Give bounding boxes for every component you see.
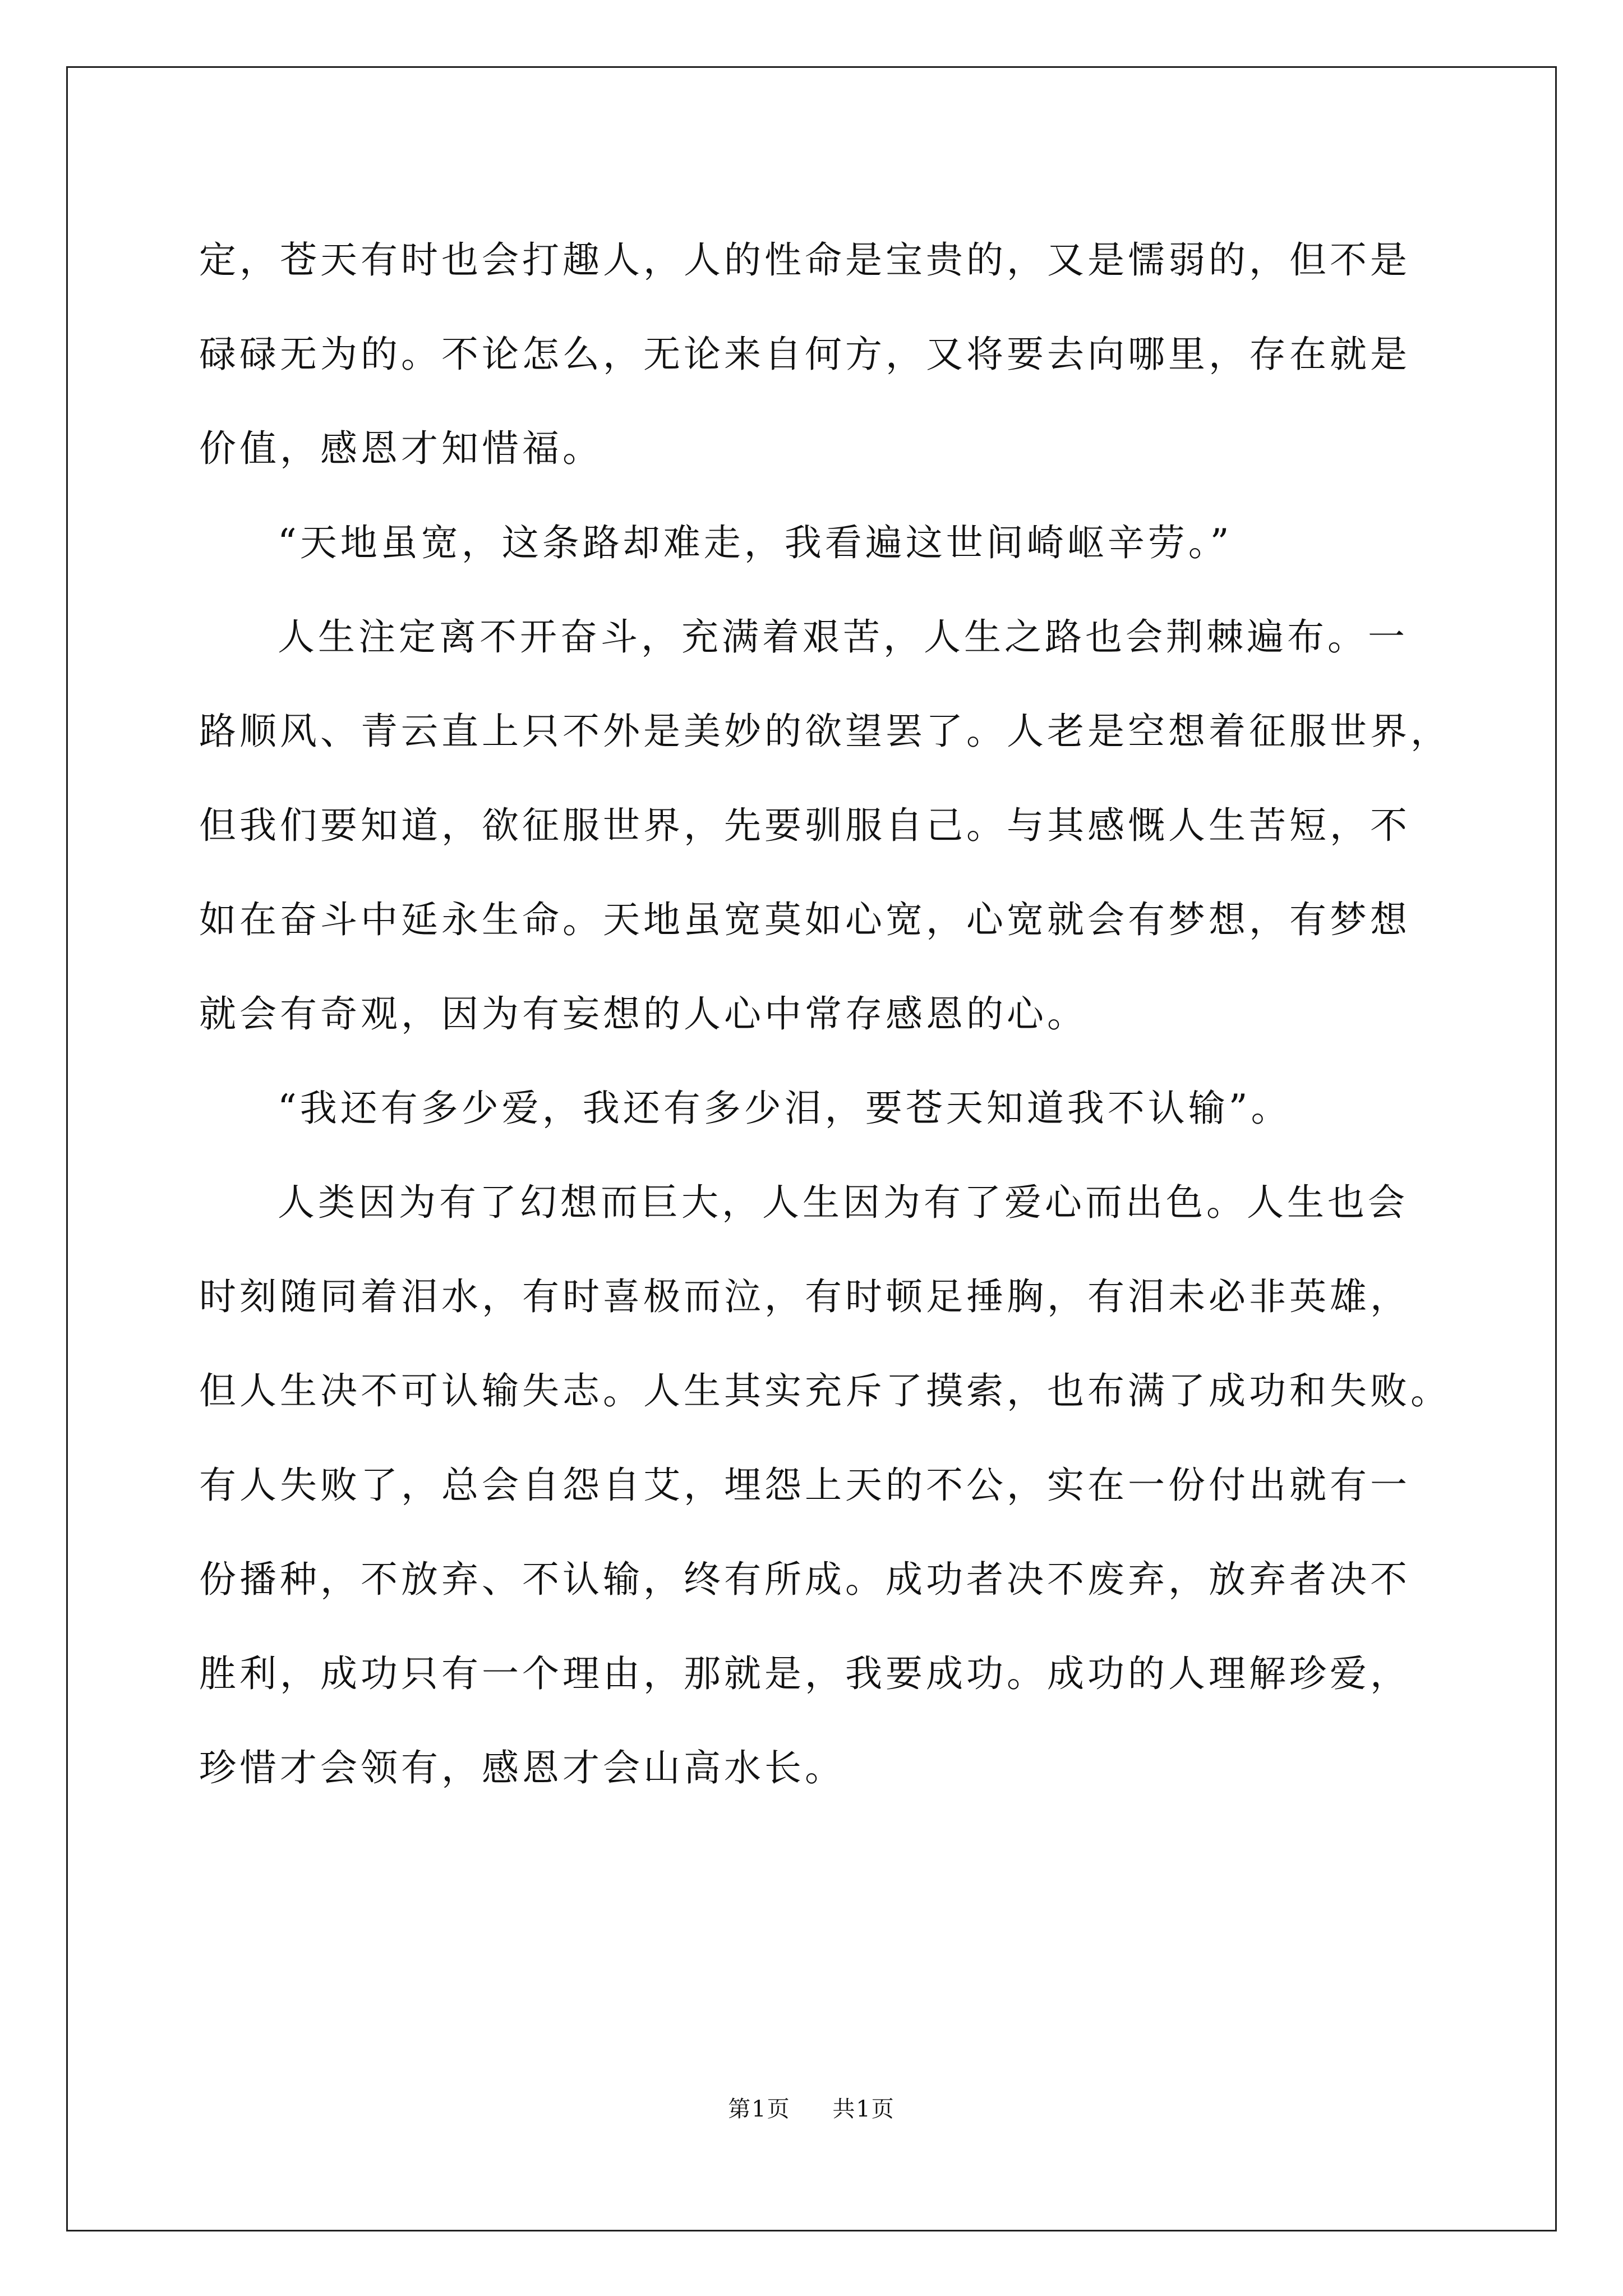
text-line: 时刻随同着泪水，有时喜极而泣，有时顿足捶胸，有泪未必非英雄， <box>199 1275 1410 1318</box>
text-line: 但我们要知道，欲征服世界，先要驯服自己。与其感慨人生苦短，不 <box>199 804 1410 847</box>
text-line: 定，苍天有时也会打趣人，人的性命是宝贵的，又是懦弱的，但不是 <box>199 238 1410 282</box>
text-line: 路顺风、青云直上只不外是美妙的欲望罢了。人老是空想着征服世界， <box>199 710 1451 753</box>
text-line: 份播种，不放弃、不认输，终有所成。成功者决不废弃，放弃者决不 <box>199 1558 1410 1601</box>
text-line: 珍惜才会领有，感恩才会山高水长。 <box>199 1746 845 1789</box>
page-total: 共1页 <box>832 2096 895 2122</box>
text-line: 有人失败了，总会自怨自艾，埋怨上天的不公，实在一份付出就有一 <box>199 1464 1410 1507</box>
document-body <box>199 213 1451 1815</box>
text-line: 人生注定离不开奋斗，充满着艰苦，人生之路也会荆棘遍布。一 <box>278 615 1408 659</box>
text-line: 就会有奇观，因为有妄想的人心中常存感恩的心。 <box>199 992 1087 1036</box>
text-line: 碌碌无为的。不论怎么，无论来自何方，又将要去向哪里，存在就是 <box>199 333 1410 376</box>
text-line: 胜利，成功只有一个理由，那就是，我要成功。成功的人理解珍爱， <box>199 1652 1410 1695</box>
text-line: 人类因为有了幻想而巨大，人生因为有了爱心而出色。人生也会 <box>278 1181 1408 1224</box>
text-line: “我还有多少爱，我还有多少泪，要苍天知道我不认输”。 <box>278 1087 1292 1130</box>
page-footer <box>0 2091 1623 2123</box>
text-line: 价值，感恩才知惜福。 <box>199 427 603 470</box>
text-line: “天地虽宽，这条路却难走，我看遍这世间崎岖辛劳。” <box>278 521 1233 564</box>
page-number: 第1页 <box>728 2096 791 2122</box>
text-line: 但人生决不可认输失志。人生其实充斥了摸索，也布满了成功和失败。 <box>199 1369 1451 1412</box>
text-line: 如在奋斗中延永生命。天地虽宽莫如心宽，心宽就会有梦想，有梦想 <box>199 898 1410 941</box>
